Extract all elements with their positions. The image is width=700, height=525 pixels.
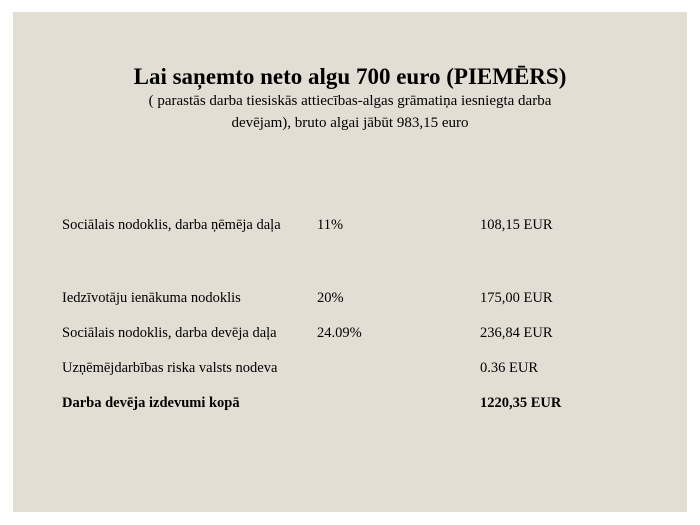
row-label: Darba devēja izdevumi kopā	[62, 395, 240, 411]
row-label: Sociālais nodoklis, darba devēja daļa	[62, 325, 277, 341]
tax-table	[13, 12, 687, 512]
row-rate: 24.09%	[317, 325, 362, 341]
row-amount: 1220,35 EUR	[480, 395, 562, 411]
table-row-social-employer	[13, 324, 687, 342]
subtitle-line-2: devējam), bruto algai jābūt 983,15 euro	[231, 115, 469, 131]
row-amount: 108,15 EUR	[480, 217, 553, 233]
row-label: Sociālais nodoklis, darba ņēmēja daļa	[62, 217, 281, 233]
table-row-income-tax	[13, 289, 687, 307]
row-amount: 175,00 EUR	[480, 290, 553, 306]
row-label: Uzņēmējdarbības riska valsts nodeva	[62, 360, 278, 376]
subtitle-line-1: ( parastās darba tiesiskās attiecības-algas grāmatiņa iesniegta darba	[148, 93, 552, 109]
slide-title: Lai saņemto neto algu 700 euro (PIEMĒRS)	[133, 64, 567, 89]
table-row-risk-duty	[13, 359, 687, 377]
row-amount: 236,84 EUR	[480, 325, 553, 341]
table-row-social-employee	[13, 216, 687, 234]
row-amount: 0.36 EUR	[480, 360, 538, 376]
row-rate: 11%	[317, 217, 344, 233]
row-label: Iedzīvotāju ienākuma nodoklis	[62, 290, 241, 306]
row-rate: 20%	[317, 290, 344, 306]
table-row-employer-total	[13, 394, 687, 412]
slide	[13, 12, 687, 512]
